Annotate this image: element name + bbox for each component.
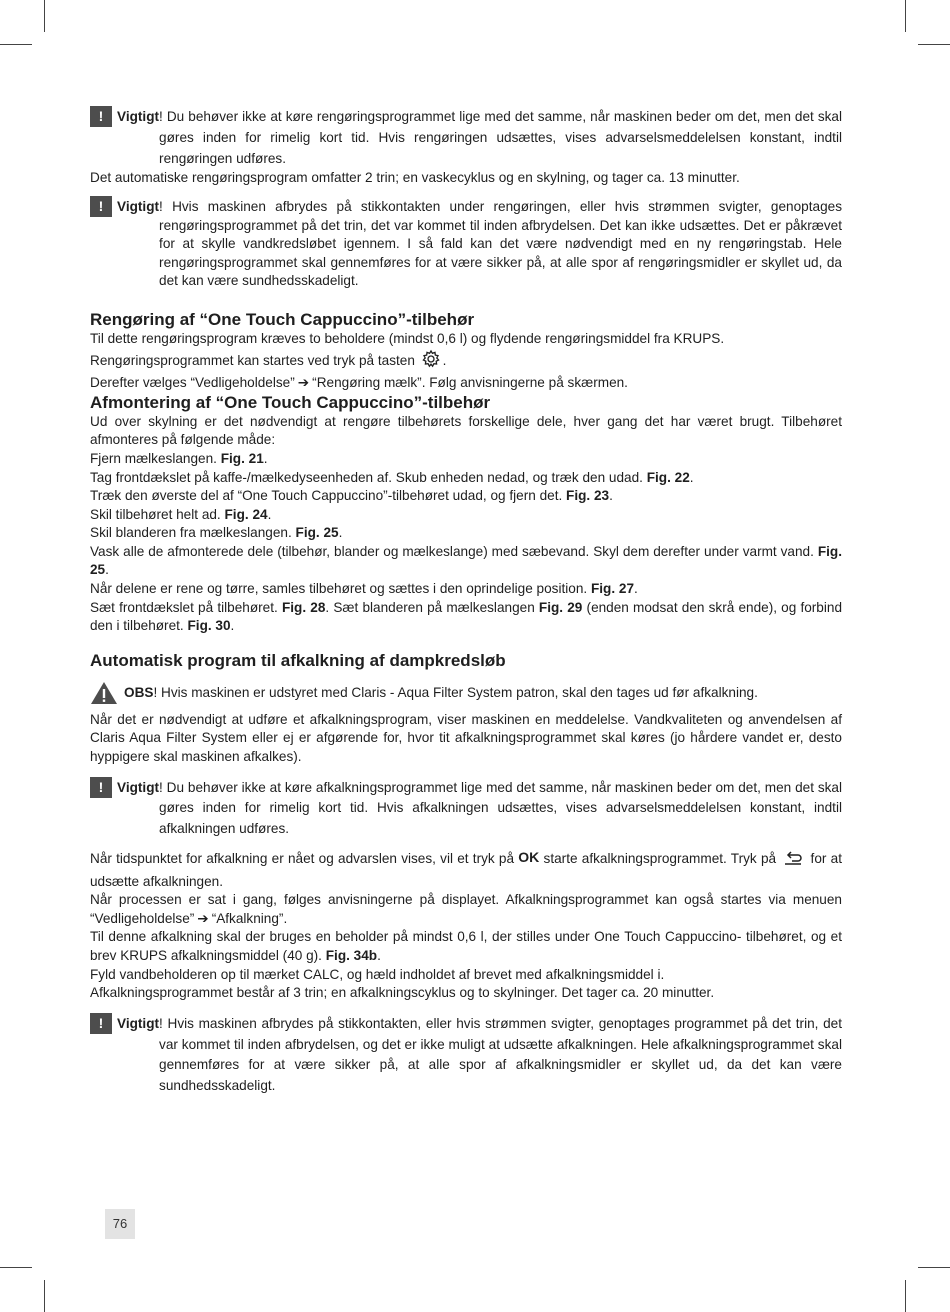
- paragraph-text: Derefter vælges “Vedligeholdelse”: [90, 375, 295, 391]
- arrow-right-icon: ➔: [297, 375, 310, 391]
- paragraph: Fyld vandbeholderen op til mærket CALC, og hæld indholdet af brevet med afkalkningsmiddel i.: [90, 966, 665, 982]
- warning-block: [90, 1015, 842, 1097]
- step-text: Sæt frontdækslet på tilbehøret.: [90, 599, 282, 615]
- figure-ref: Fig. 21: [220, 450, 264, 466]
- exclamation-icon: !: [90, 777, 112, 798]
- step-line: [90, 524, 842, 543]
- paragraph: [90, 891, 842, 928]
- figure-ref: Fig. 28: [281, 599, 326, 615]
- step-tail: .: [634, 581, 638, 597]
- exclamation-icon: !: [90, 106, 112, 127]
- paragraph-text: for at udsætte afkalkningen.: [90, 851, 842, 889]
- crop-mark: [0, 1267, 32, 1268]
- warning-text: ! Hvis maskinen afbrydes på stikkontakten under rengøringen, eller hvis strømmen svigter, genoptages rengøringsprogrammet på det trin, det var kommet til inden afbrydelsen. Det kan ikke udsættes. Det er påkrævet for at skylle vandkredsløbet igennem. I så fald kan det være nødvendigt med en ny rengøringstab. Hele rengøringsprogrammet skal gennemføres for at være sikker på, at alle spor af rengøringsmidler er skyllet ud, da det kan være sundhedsskadeligt.: [159, 198, 842, 289]
- step-line: [90, 450, 842, 469]
- step-tail: .: [263, 450, 268, 466]
- paragraph-text: Når tidspunktet for afkalkning er nået og advarslen vises, vil et tryk på: [90, 851, 519, 867]
- figure-ref: Fig. 25: [295, 525, 339, 541]
- figure-ref: Fig. 29: [538, 599, 583, 615]
- crop-mark: [918, 44, 950, 45]
- paragraph-text: “Rengøring mælk”. Følg anvisningerne på skærmen.: [312, 375, 628, 391]
- paragraph: [90, 928, 842, 965]
- crop-mark: [905, 1280, 906, 1312]
- paragraph-text: Når processen er sat i gang, følges anvisningerne på displayet. Afkalkningsprogrammet kan også startes via menuen “Vedligeholdelse”: [90, 892, 842, 926]
- figure-ref: Fig. 25: [90, 543, 842, 578]
- step-line: [90, 487, 842, 506]
- crop-mark: [44, 1280, 45, 1312]
- step-tail: .: [267, 506, 272, 522]
- step-text: Skil blanderen fra mælkeslangen.: [90, 525, 296, 541]
- paragraph-text: Rengøringsprogrammet kan startes ved tryk på tasten: [90, 352, 419, 368]
- obs-note: [90, 681, 842, 705]
- warning-text: ! Du behøver ikke at køre rengøringsprogrammet lige med det samme, når maskinen beder om det, men det skal gøres inden for rimelig kort tid. Hvis rengøringen udsættes, vises advarselsmeddelelsen konstant, indtil rengøringen udføres.: [159, 109, 842, 166]
- warning-block: [90, 108, 842, 169]
- section-heading: Afmontering af “One Touch Cappuccino”-tilbehør: [90, 392, 491, 412]
- figure-ref: Fig. 30: [187, 618, 231, 634]
- step-text: Vask alle de afmonterede dele (tilbehør, blander og mælkeslange) med sæbevand. Skyl dem derefter under varmt vand.: [90, 543, 818, 559]
- warning-label: Vigtigt: [117, 109, 160, 124]
- warning-block: [90, 779, 842, 840]
- page-content: [90, 108, 842, 1097]
- paragraph-text: .: [442, 352, 447, 368]
- step-text: Tag frontdækslet på kaffe-/mælkedyseenheden af. Skub enheden nedad, og træk den udad.: [90, 469, 647, 485]
- warning-triangle-icon: [90, 681, 118, 705]
- step-text: (enden modsat den skrå ende), og forbind den i tilbehøret.: [90, 599, 843, 634]
- step-tail: .: [609, 488, 613, 504]
- warning-label: Vigtigt: [117, 198, 160, 214]
- obs-text: [124, 684, 758, 703]
- paragraph-text: “Afkalkning”.: [211, 910, 288, 926]
- obs-body: ! Hvis maskinen er udstyret med Claris - Aqua Filter System patron, skal den tages ud før afkalkning.: [153, 684, 758, 700]
- obs-label: OBS: [124, 684, 154, 700]
- step-tail: .: [338, 525, 343, 541]
- step-line: [90, 469, 842, 488]
- step-text: Når delene er rene og tørre, samles tilbehøret og sættes i den oprindelige position.: [90, 581, 591, 597]
- crop-mark: [905, 0, 906, 32]
- warning-label: Vigtigt: [117, 779, 160, 795]
- paragraph-text: Til denne afkalkning skal der bruges en beholder på mindst 0,6 l, der stilles under One Touch Cappuccino- tilbehøret, og et brev KRUPS afkalkningsmiddel (40 g).: [90, 929, 842, 963]
- back-arrow-icon: [782, 851, 804, 873]
- step-line: [90, 506, 842, 525]
- warning-label: Vigtigt: [117, 1015, 160, 1031]
- ok-button-icon: OK: [518, 849, 540, 866]
- paragraph: Afkalkningsprogrammet består af 3 trin; en afkalkningscyklus og to skylninger. Det tager ca. 20 minutter.: [90, 985, 715, 1001]
- step-text: Træk den øverste del af “One Touch Cappuccino”-tilbehøret udad, og fjern det.: [90, 488, 567, 504]
- gear-icon: [421, 349, 441, 375]
- step-text: . Sæt blanderen på mælkeslangen: [325, 599, 539, 615]
- crop-mark: [0, 44, 32, 45]
- exclamation-icon: !: [90, 196, 112, 217]
- figure-ref: Fig. 23: [566, 488, 610, 504]
- warning-text: ! Hvis maskinen afbrydes på stikkontakten, eller hvis strømmen svigter, genoptages programmet på det trin, det var kommet til inden afbrydelsen, og det er ikke muligt at udsætte afkalkningen. Hele afkalkningsprogrammet skal gennemføres for at være sikker på, at alle spor af afkalkningsmidler er skyllet ud, da det kan være sundhedsskadeligt.: [159, 1015, 842, 1094]
- step-text: Fjern mælkeslangen.: [90, 450, 221, 466]
- warning-text: ! Du behøver ikke at køre afkalkningsprogrammet lige med det samme, når maskinen beder om det, men det skal gøres inden for rimelig kort tid. Hvis afkalkningen udsættes, vises advarselsmeddelelsen konstant, indtil afkalkningen udføres.: [159, 779, 842, 837]
- step-line: [90, 599, 842, 636]
- exclamation-icon: !: [90, 1013, 112, 1034]
- paragraph: Ud over skylning er det nødvendigt at rengøre tilbehørets forskellige dele, hver gang det har været brugt. Tilbehøret afmonteres på følgende måde:: [90, 413, 842, 448]
- paragraph-text: starte afkalkningsprogrammet. Tryk på: [539, 851, 781, 867]
- arrow-right-icon: ➔: [197, 910, 209, 926]
- warning-block: [90, 198, 842, 291]
- figure-ref: Fig. 34b: [325, 948, 378, 963]
- paragraph-text: .: [377, 948, 381, 963]
- figure-ref: Fig. 22: [646, 469, 690, 485]
- paragraph: [90, 848, 842, 891]
- section-heading: Automatisk program til afkalkning af dampkredsløb: [90, 650, 506, 670]
- step-tail: .: [230, 618, 235, 634]
- step-text: Skil tilbehøret helt ad.: [90, 506, 225, 522]
- step-tail: .: [689, 469, 694, 485]
- step-line: [90, 580, 842, 599]
- step-tail: .: [105, 562, 109, 578]
- paragraph: [90, 349, 842, 375]
- paragraph: Det automatiske rengøringsprogram omfatter 2 trin; en vaskecyklus og en skylning, og tager ca. 13 minutter.: [90, 170, 740, 186]
- crop-mark: [44, 0, 45, 32]
- paragraph: Når det er nødvendigt at udføre et afkalkningsprogram, viser maskinen en meddelelse. Vandkvaliteten og anvendelsen af Claris Aqua Filter System eller ej er afgørende for, hvor tit afkalkningsprogrammet skal køres (jo hårdere vandet er, desto hyppigere skal maskinen afkalkes).: [90, 711, 842, 765]
- section-heading: Rengøring af “One Touch Cappuccino”-tilbehør: [90, 309, 475, 329]
- page-number: 76: [105, 1209, 135, 1239]
- figure-ref: Fig. 24: [224, 506, 268, 522]
- paragraph: [90, 374, 842, 393]
- crop-mark: [918, 1267, 950, 1268]
- step-line: [90, 543, 842, 580]
- figure-ref: Fig. 27: [590, 581, 635, 597]
- paragraph: Til dette rengøringsprogram kræves to beholdere (mindst 0,6 l) og flydende rengøringsmiddel fra KRUPS.: [90, 330, 725, 346]
